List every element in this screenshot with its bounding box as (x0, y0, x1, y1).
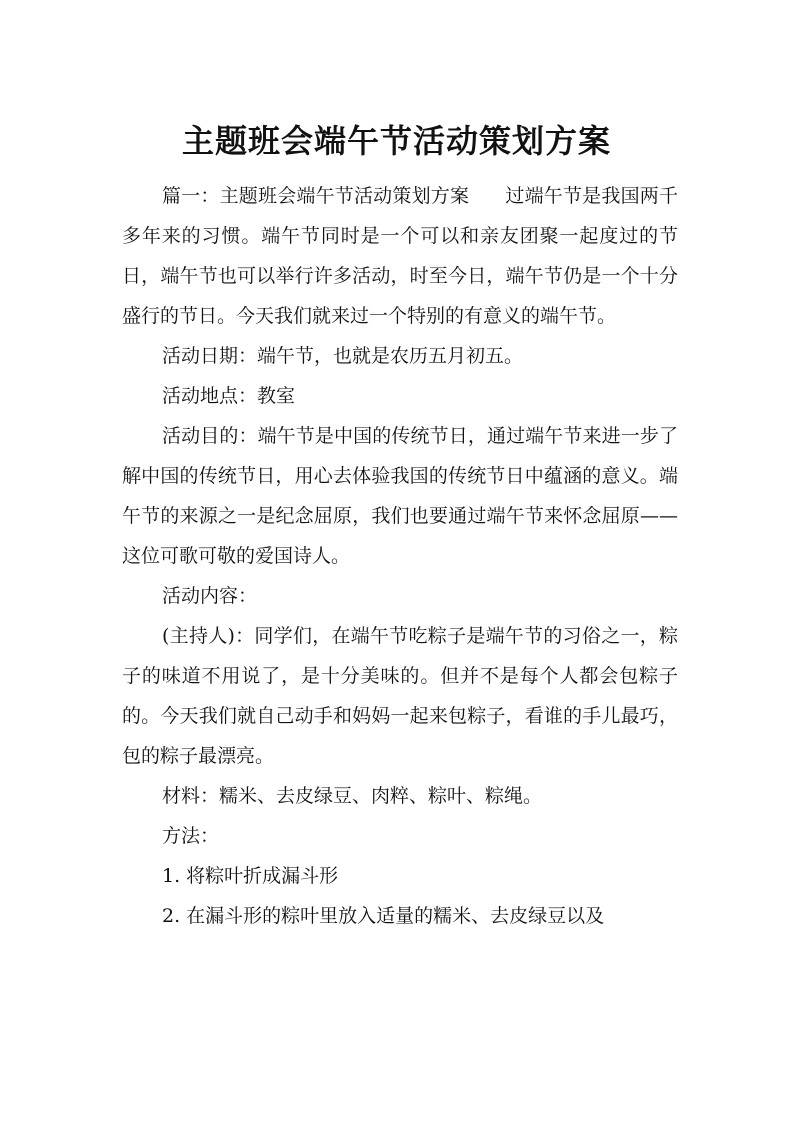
intro-paragraph (122, 176, 678, 336)
method-step-2: 2. 在漏斗形的粽叶里放入适量的糯米、去皮绿豆以及 (162, 905, 605, 927)
activity-location: 活动地点：教室 (162, 385, 296, 407)
activity-date: 活动日期：端午节，也就是农历五月初五。 (162, 345, 524, 367)
host-speech: (主持人)：同学们，在端午节吃粽子是端午节的习俗之一，粽子的味道不用说了，是十分美味的。但并不是每个人都会包粽子的。今天我们就自己动手和妈妈一起来包粽子，看谁的手儿最巧，包的粽子最漂亮。 (122, 625, 678, 767)
materials: 材料：糯米、去皮绿豆、肉粹、粽叶、粽绳。 (162, 785, 543, 807)
document-title: 主题班会端午节活动策划方案 (181, 122, 611, 160)
intro-text: 过端午节是我国两千多年来的习惯。端午节同时是一个可以和亲友团聚一起度过的节日，端午节也可以举行许多活动，时至今日，端午节仍是一个十分盛行的节日。今天我们就来过一个特别的有意义的端午节。 (122, 185, 678, 327)
method-heading: 方法： (162, 825, 220, 847)
intro-label: 篇一：主题班会端午节活动策划方案 (162, 185, 470, 207)
activity-content-heading: 活动内容： (162, 585, 258, 607)
method-step-1: 1. 将粽叶折成漏斗形 (162, 865, 339, 887)
document-body (122, 176, 678, 936)
activity-purpose: 活动目的：端午节是中国的传统节日，通过端午节来进一步了解中国的传统节日，用心去体验我国的传统节日中蕴涵的意义。端午节的来源之一是纪念屈原，我们也要通过端午节来怀念屈原——这位可歌可敬的爱国诗人。 (122, 425, 678, 567)
